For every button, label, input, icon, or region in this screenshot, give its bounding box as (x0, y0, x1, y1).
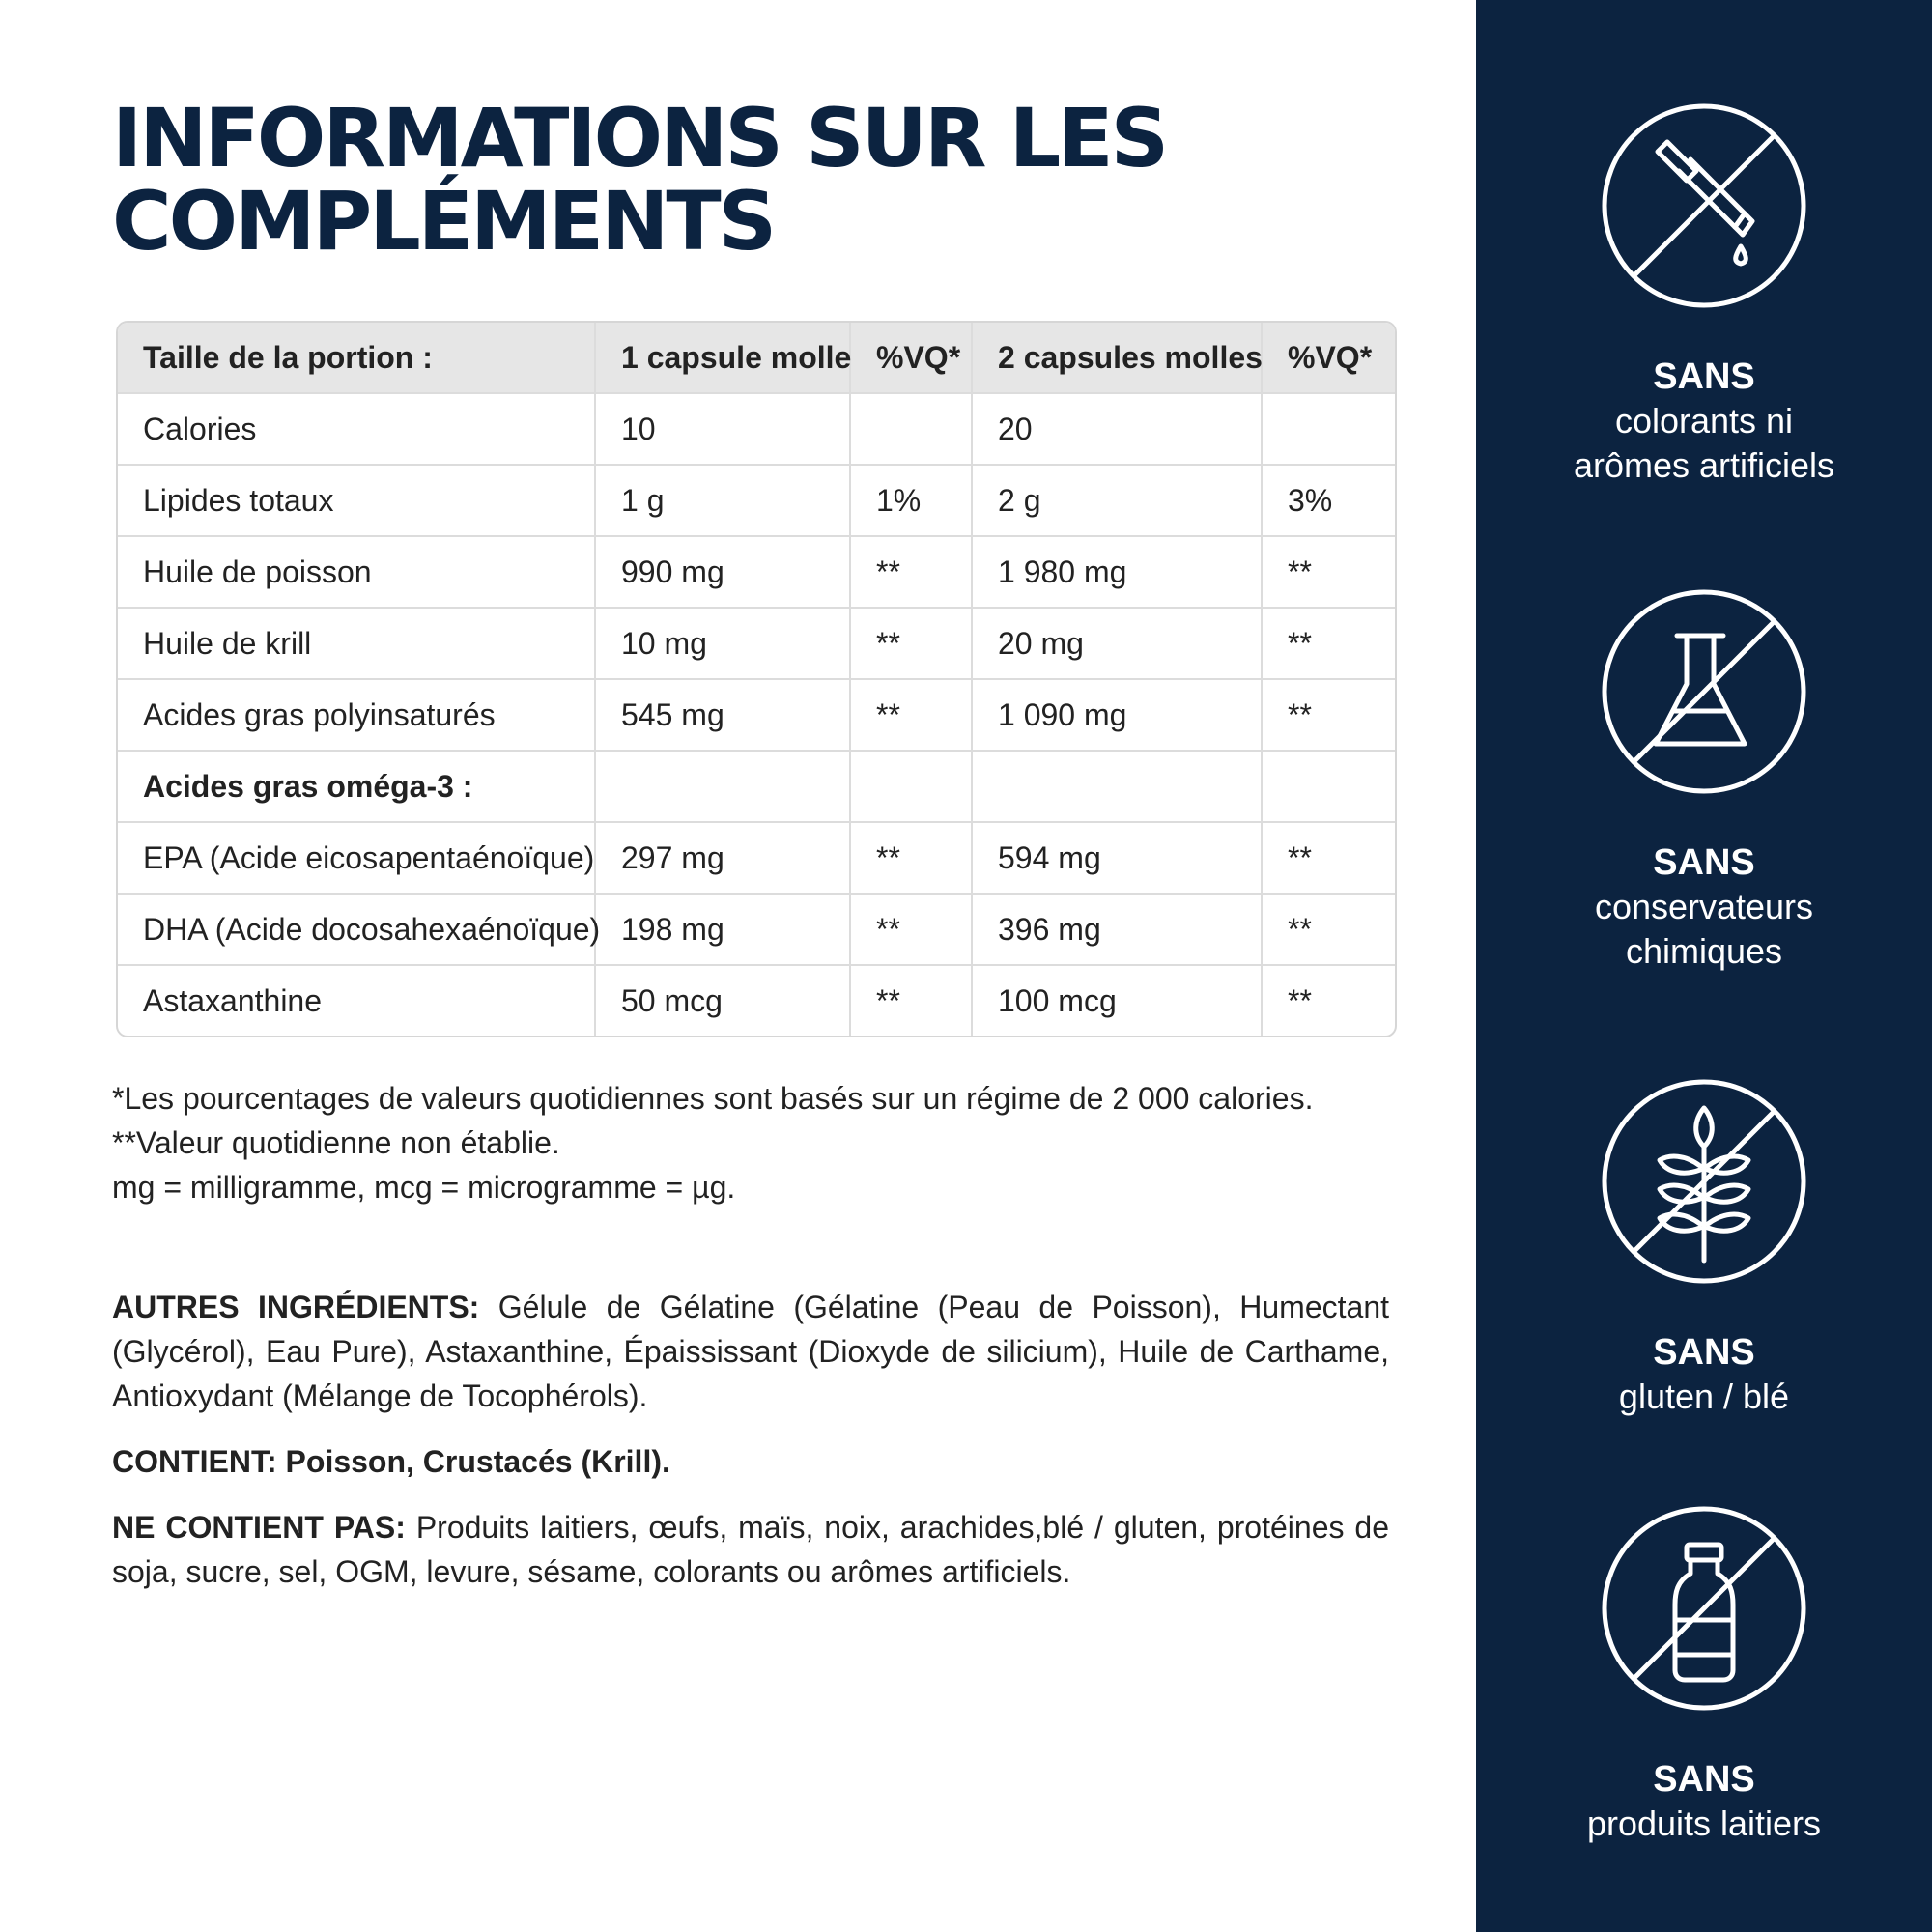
dv-one: ** (850, 679, 972, 751)
nutrient-name: Acides gras polyinsaturés (118, 679, 595, 751)
dv-two: ** (1262, 679, 1395, 751)
amount-one: 990 mg (595, 536, 850, 608)
header-one-capsule: 1 capsule molle (595, 323, 850, 393)
title-line-2: COMPLÉMENTS (112, 174, 775, 269)
no-milk-bottle-icon (1600, 1504, 1808, 1713)
badge-sans-label: SANS (1653, 1759, 1755, 1800)
table-row (118, 465, 1395, 536)
dv-two: ** (1262, 608, 1395, 679)
no-flask-icon (1600, 587, 1808, 796)
allergen-free-list (112, 1505, 1389, 1594)
dv-one: ** (850, 894, 972, 965)
badge-no-artificial-colors (1476, 101, 1932, 488)
badge-desc-line-1: colorants ni (1614, 401, 1794, 440)
dv-two (1262, 393, 1395, 465)
nutrient-name: Huile de krill (118, 608, 595, 679)
dv-one: ** (850, 608, 972, 679)
header-two-capsules: 2 capsules molles (972, 323, 1262, 393)
free-from-sidebar (1476, 0, 1932, 1932)
title-line-1: INFORMATIONS SUR LES (112, 91, 1167, 185)
dv-two: 3% (1262, 465, 1395, 536)
nutrient-name: Astaxanthine (118, 965, 595, 1036)
table-footnotes (112, 1076, 1406, 1209)
amount-one: 10 (595, 393, 850, 465)
badge-sans-label: SANS (1653, 356, 1755, 397)
table-row (118, 894, 1395, 965)
dv-two (1262, 751, 1395, 822)
section-heading: Acides gras oméga-3 : (118, 751, 595, 822)
allergen-contains (112, 1439, 1389, 1484)
header-dv-2: %VQ* (1262, 323, 1395, 393)
amount-one (595, 751, 850, 822)
table-row (118, 751, 1395, 822)
dv-one: ** (850, 536, 972, 608)
allergen-free-label: NE CONTIENT PAS: (112, 1510, 406, 1545)
badge-sans-label: SANS (1653, 842, 1755, 883)
dv-one: 1% (850, 465, 972, 536)
nutrient-name: Huile de poisson (118, 536, 595, 608)
amount-one: 198 mg (595, 894, 850, 965)
badge-no-preservatives (1476, 587, 1932, 974)
nutrition-table-container (116, 321, 1397, 1037)
badge-desc-line-2: chimiques (1625, 931, 1783, 971)
table-header-row (118, 323, 1395, 393)
amount-two: 20 (972, 393, 1262, 465)
table-row (118, 608, 1395, 679)
other-ingredients-label: AUTRES INGRÉDIENTS: (112, 1290, 480, 1324)
header-dv-1: %VQ* (850, 323, 972, 393)
amount-two: 2 g (972, 465, 1262, 536)
footnote-daily-values: *Les pourcentages de valeurs quotidiennes sont basés sur un régime de 2 000 calories. (112, 1081, 1314, 1116)
dv-one: ** (850, 822, 972, 894)
nutrition-table (118, 323, 1395, 1036)
table-row (118, 679, 1395, 751)
table-row (118, 822, 1395, 894)
badge-desc-line-2: arômes artificiels (1573, 445, 1835, 485)
no-wheat-icon (1600, 1077, 1808, 1286)
nutrient-name: Lipides totaux (118, 465, 595, 536)
table-row (118, 536, 1395, 608)
nutrient-name: DHA (Acide docosahexaénoïque) (118, 894, 595, 965)
amount-two: 20 mg (972, 608, 1262, 679)
no-dropper-icon (1600, 101, 1808, 310)
badge-gluten-free (1476, 1077, 1932, 1419)
dv-one: ** (850, 965, 972, 1036)
footnote-units: mg = milligramme, mcg = microgramme = µg. (112, 1170, 736, 1205)
amount-two: 100 mcg (972, 965, 1262, 1036)
badge-desc-line-1: conservateurs (1594, 887, 1814, 926)
amount-one: 1 g (595, 465, 850, 536)
table-row (118, 393, 1395, 465)
amount-two (972, 751, 1262, 822)
amount-one: 545 mg (595, 679, 850, 751)
amount-two: 396 mg (972, 894, 1262, 965)
nutrient-name: EPA (Acide eicosapentaénoïque) (118, 822, 595, 894)
table-row (118, 965, 1395, 1036)
amount-one: 50 mcg (595, 965, 850, 1036)
dv-two: ** (1262, 894, 1395, 965)
nutrient-name: Calories (118, 393, 595, 465)
header-serving-size: Taille de la portion : (118, 323, 595, 393)
ingredients-section (112, 1285, 1389, 1615)
amount-one: 297 mg (595, 822, 850, 894)
page-title (112, 91, 1167, 269)
dv-two: ** (1262, 822, 1395, 894)
footnote-not-established: **Valeur quotidienne non établie. (112, 1125, 560, 1160)
dv-one (850, 751, 972, 822)
badge-sans-label: SANS (1653, 1332, 1755, 1373)
amount-two: 594 mg (972, 822, 1262, 894)
dv-two: ** (1262, 536, 1395, 608)
badge-desc-line-1: produits laitiers (1586, 1804, 1822, 1843)
dv-one (850, 393, 972, 465)
amount-two: 1 980 mg (972, 536, 1262, 608)
other-ingredients-text: Gélule de Gélatine (Gélatine (Peau de Poisson), Humectant (Glycérol), Eau Pure), Astaxanthine, Épaississant (Dioxyde de silicium), Huile de Carthame, Antioxydant (Mélange de Tocophérols). (112, 1290, 1390, 1413)
allergen-contains-text: CONTIENT: Poisson, Crustacés (Krill). (112, 1444, 670, 1479)
allergen-free-text: Produits laitiers, œufs, maïs, noix, arachides,blé / gluten, protéines de soja, sucre, sel, OGM, levure, sésame, colorants ou arômes artificiels. (112, 1510, 1390, 1589)
dv-two: ** (1288, 982, 1312, 1018)
badge-dairy-free (1476, 1504, 1932, 1846)
amount-one: 10 mg (595, 608, 850, 679)
amount-two: 1 090 mg (972, 679, 1262, 751)
other-ingredients (112, 1285, 1389, 1418)
badge-desc-line-1: gluten / blé (1618, 1377, 1790, 1416)
